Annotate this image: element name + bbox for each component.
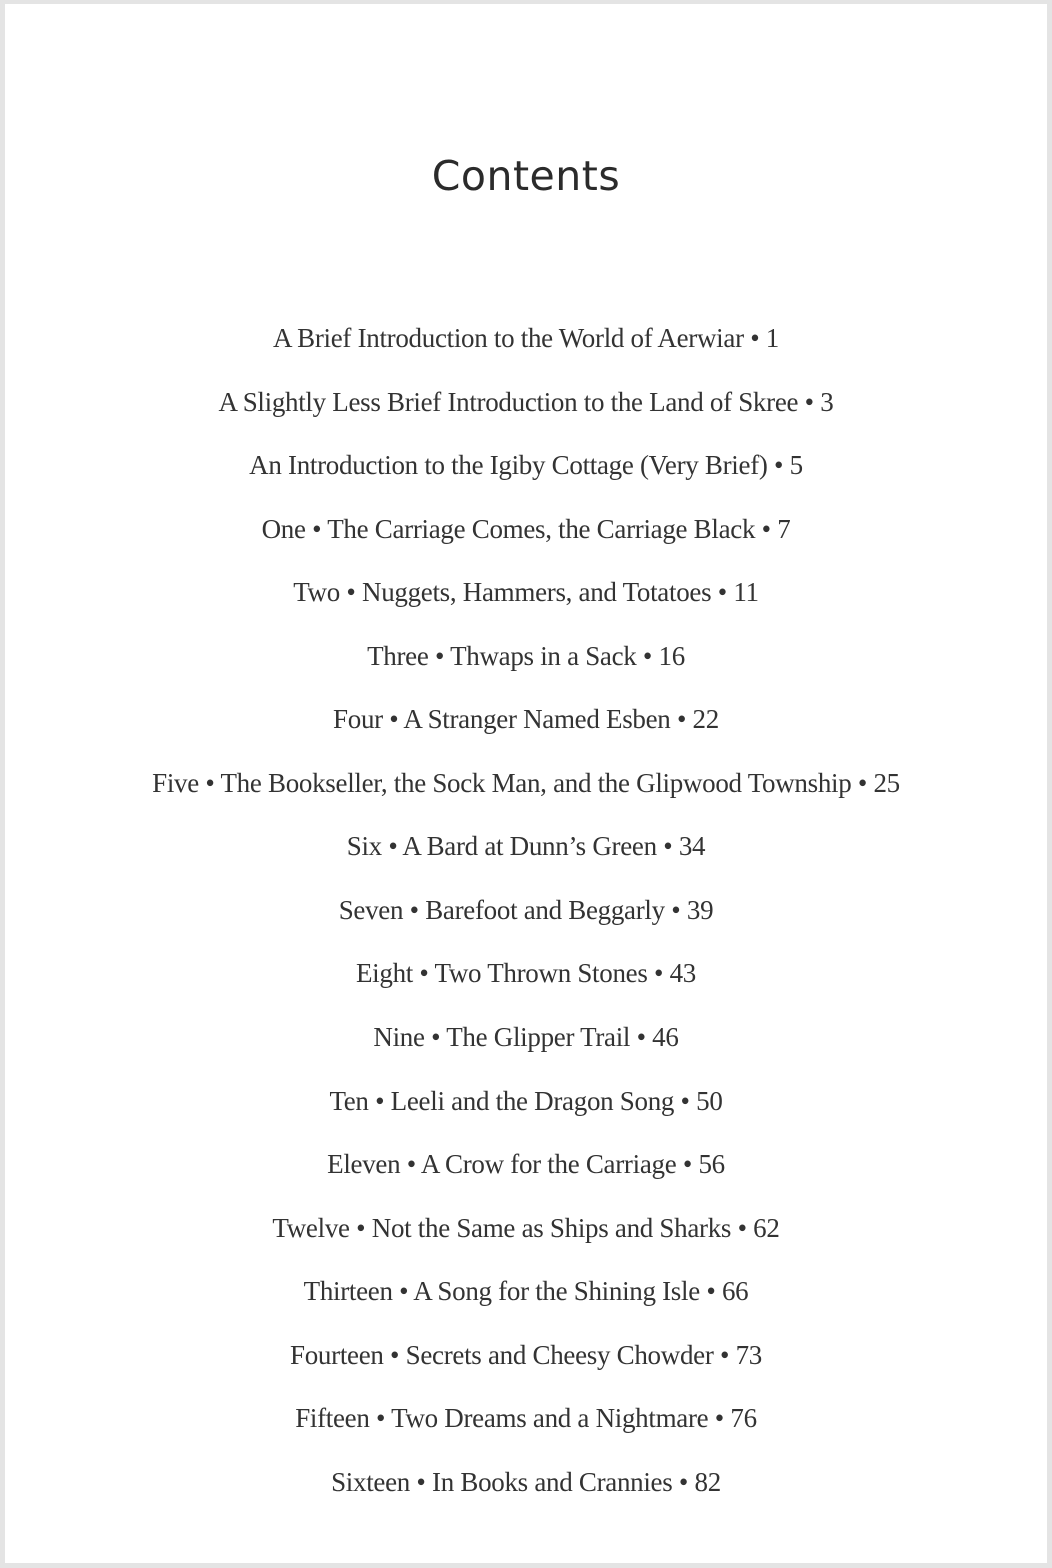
toc-entry: Twelve • Not the Same as Ships and Sharks • 62 bbox=[272, 1212, 780, 1243]
toc-entry: Five • The Bookseller, the Sock Man, and the Glipwood Township • 25 bbox=[152, 767, 900, 798]
toc-entry: A Brief Introduction to the World of Aerwiar • 1 bbox=[272, 323, 780, 353]
toc-entry: Thirteen • A Song for the Shining Isle • 66 bbox=[303, 1276, 749, 1307]
book-page bbox=[5, 4, 1047, 1563]
toc-entry: Eleven • A Crow for the Carriage • 56 bbox=[327, 1149, 725, 1180]
toc-entry: Seven • Barefoot and Beggarly • 39 bbox=[338, 894, 714, 925]
toc-entry: Ten • Leeli and the Dragon Song • 50 bbox=[329, 1085, 723, 1116]
toc-entry: Two • Nuggets, Hammers, and Totatoes • 11 bbox=[293, 577, 759, 608]
toc-entry: Fourteen • Secrets and Cheesy Chowder • 73 bbox=[290, 1339, 762, 1370]
toc-entry: Six • A Bard at Dunn’s Green • 34 bbox=[346, 831, 706, 862]
toc-entry: Fifteen • Two Dreams and a Nightmare • 76 bbox=[295, 1403, 757, 1434]
toc-entry: A Slightly Less Brief Introduction to the Land of Skree • 3 bbox=[218, 386, 834, 417]
page-title: Contents bbox=[431, 152, 621, 200]
toc-entry: Four • A Stranger Named Esben • 22 bbox=[333, 704, 719, 735]
table-of-contents bbox=[5, 315, 1047, 1522]
toc-entry: Sixteen • In Books and Crannies • 82 bbox=[331, 1466, 721, 1497]
toc-entry: Three • Thwaps in a Sack • 16 bbox=[367, 640, 685, 671]
toc-entry: Nine • The Glipper Trail • 46 bbox=[373, 1022, 679, 1053]
toc-entry: Eight • Two Thrown Stones • 43 bbox=[355, 958, 697, 989]
toc-entry: An Introduction to the Igiby Cottage (Very Brief) • 5 bbox=[249, 450, 803, 481]
toc-entry: One • The Carriage Comes, the Carriage Black • 7 bbox=[261, 513, 791, 544]
